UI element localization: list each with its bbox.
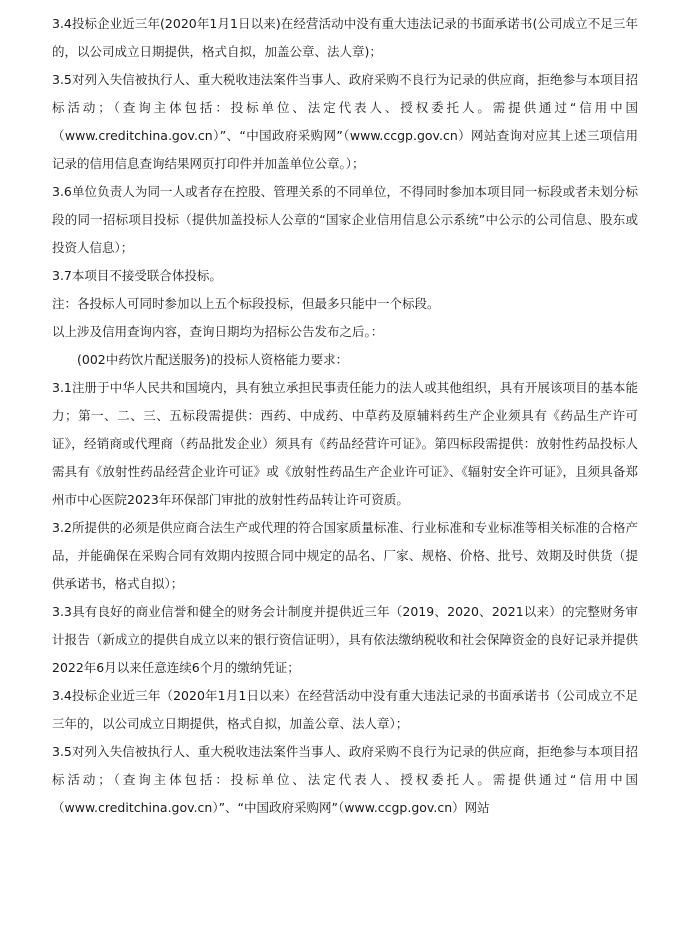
clause-3-5-credit-check-repeat: 3.5对列入失信被执行人、重大税收违法案件当事人、政府采购不良行为记录的供应商，拒绝参与本项目招标活动；（查询主体包括：投标单位、法定代表人、授权委托人。需提供通过“信用中国（www.creditchina.gov.cn）”、“中国政府采购网”（www.ccgp.gov.cn）网站 (52, 744, 638, 815)
note-credit-date: 以上涉及信用查询内容，查询日期均为招标公告发布之后。： (52, 324, 384, 339)
section-heading-002: (002中药饮片配送服务)的投标人资格能力要求： (77, 352, 349, 367)
clause-3-1-registration: 3.1注册于中华人民共和国境内，具有独立承担民事责任能力的法人或其他组织，具有开展该项目的基本能力；第一、二、三、五标段需提供：西药、中成药、中草药及原辅料药生产企业须具有《药品生产许可证》，经销商或代理商（药品批发企业）须具有《药品经营许可证》。第四标段需提供：放射性药品投标人需具有《放射性药品经营企业许可证》或《放射性药品生产企业许可证》、《辐射安全许可证》，且须具备郑州市中心医院2023年环保部门审批的放射性药品转让许可资质。 (52, 380, 638, 507)
note-lots: 注：各投标人可同时参加以上五个标段投标，但最多只能中一个标段。 (52, 296, 440, 311)
clause-3-4-no-violation: 3.4投标企业近三年(2020年1月1日以来)在经营活动中没有重大违法记录的书面承诺书(公司成立不足三年的，以公司成立日期提供，格式自拟，加盖公章、法人章)； (52, 16, 638, 59)
clause-3-3-finance: 3.3具有良好的商业信誉和健全的财务会计制度并提供近三年（2019、2020、2021以来）的完整财务审计报告（新成立的提供自成立以来的银行资信证明），具有依法缴纳税收和社会保障资金的良好记录并提供2022年6月以来任意连续6个月的缴纳凭证； (52, 604, 638, 675)
clause-3-4-no-violation-repeat: 3.4投标企业近三年（2020年1月1日以来）在经营活动中没有重大违法记录的书面承诺书（公司成立不足三年的，以公司成立日期提供，格式自拟，加盖公章、法人章）； (52, 688, 638, 731)
clause-3-2-products: 3.2所提供的必须是供应商合法生产或代理的符合国家质量标准、行业标准和专业标准等相关标准的合格产品，并能确保在采购合同有效期内按照合同中规定的品名、厂家、规格、价格、批号、效期及时供货（提供承诺书，格式自拟）； (52, 520, 638, 591)
clause-3-7-no-consortium: 3.7本项目不接受联合体投标。 (52, 268, 222, 283)
clause-3-5-credit-check: 3.5对列入失信被执行人、重大税收违法案件当事人、政府采购不良行为记录的供应商，拒绝参与本项目招标活动；（查询主体包括：投标单位、法定代表人、授权委托人。需提供通过“信用中国（www.creditchina.gov.cn）”、“中国政府采购网”（www.ccgp.gov.cn）网站查询对应其上述三项信用记录的信用信息查询结果网页打印件并加盖单位公章。）； (52, 72, 638, 171)
clause-3-6-same-owner: 3.6单位负责人为同一人或者存在控股、管理关系的不同单位，不得同时参加本项目同一标段或者未划分标段的同一招标项目投标（提供加盖投标人公章的“国家企业信用信息公示系统”中公示的公司信息、股东或投资人信息）； (52, 184, 638, 255)
